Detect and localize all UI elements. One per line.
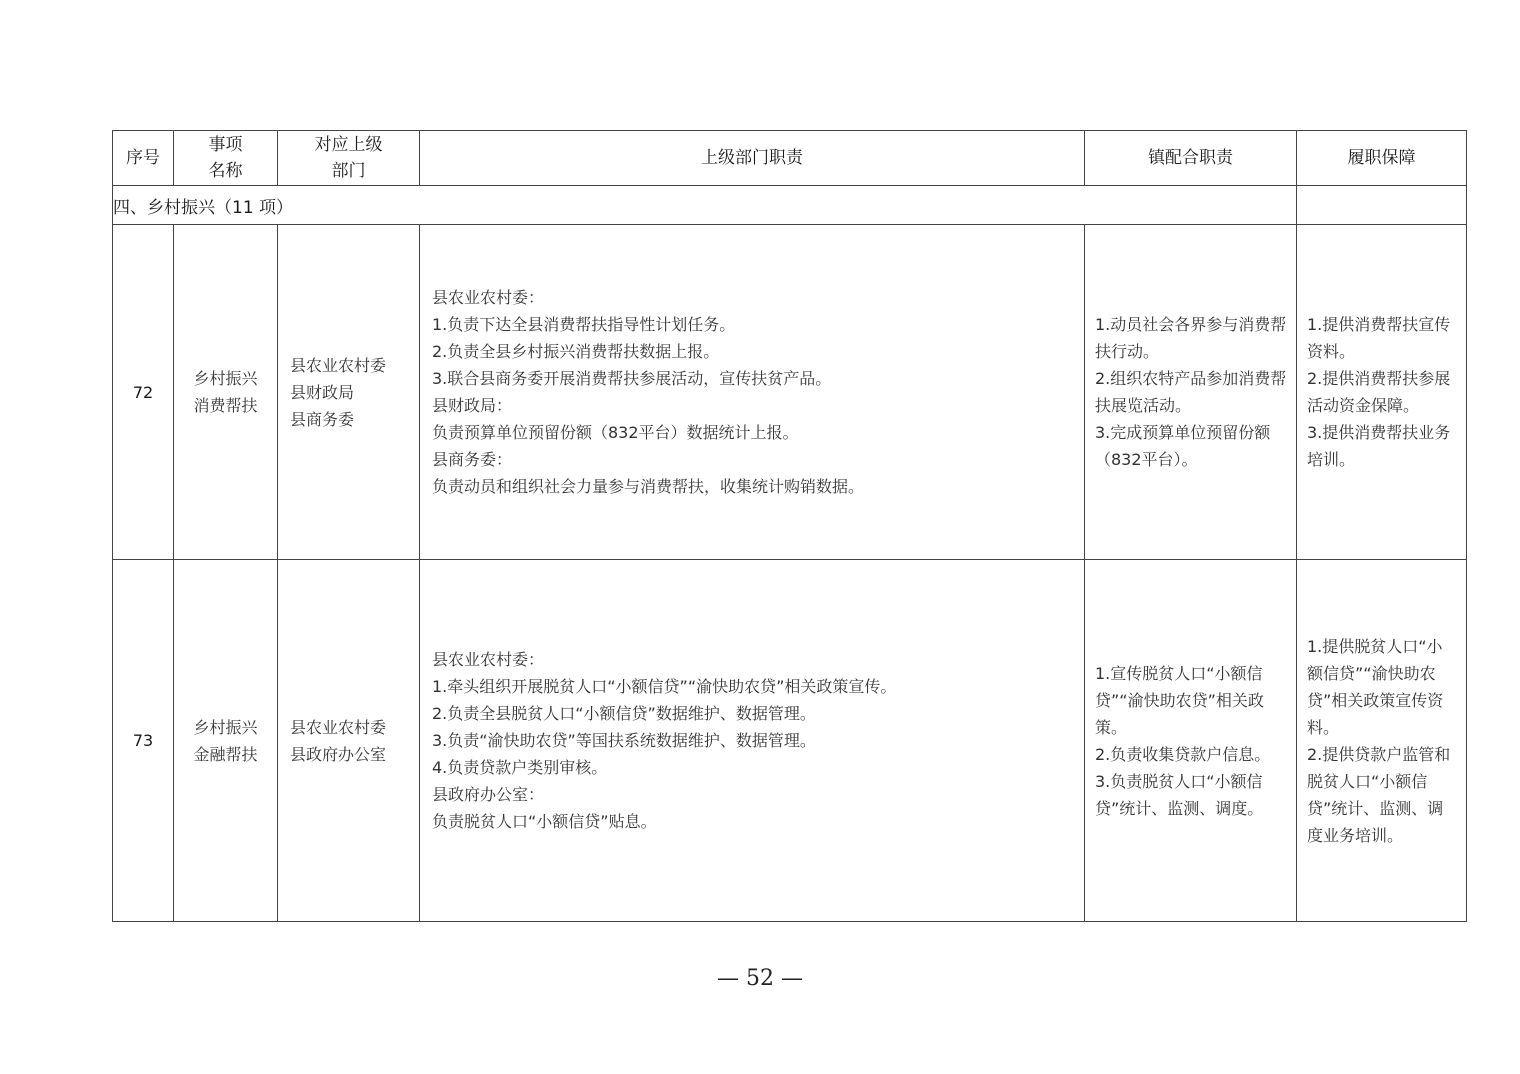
- header-row: [113, 131, 1467, 186]
- duty-table: [112, 130, 1467, 922]
- row-town-duty: [1085, 560, 1297, 922]
- guarantee-line: 1.提供脱贫人口“小额信贷”“渝快助农贷”相关政策宣传资料。: [1307, 636, 1444, 737]
- guarantee-line: 2.提供贷款户监管和脱贫人口“小额信贷”统计、监测、调度业务培训。: [1307, 744, 1451, 845]
- page-number: — 52 —: [717, 966, 803, 991]
- duty-line: 县财政局：: [432, 396, 513, 415]
- table-row: [113, 225, 1467, 560]
- coop-line: 2.负责收集贷款户信息。: [1095, 744, 1271, 764]
- row-item-name: [174, 560, 278, 922]
- duty-line: 2.负责全县乡村振兴消费帮扶数据上报。: [432, 342, 720, 361]
- header-seq: 序号: [113, 131, 174, 186]
- coop-line: 2.组织农特产品参加消费帮扶展览活动。: [1095, 369, 1287, 415]
- dept-line: 县农业农村委: [290, 717, 387, 737]
- coop-line: 3.负责脱贫人口“小额信贷”统计、监测、调度。: [1095, 771, 1264, 818]
- name-line: 乡村振兴: [193, 369, 258, 388]
- header-item-name-line2: 名称: [208, 161, 243, 181]
- duty-line: 1.牵头组织开展脱贫人口“小额信贷”“渝快助农贷”相关政策宣传。: [432, 677, 897, 696]
- name-line: 消费帮扶: [193, 396, 258, 415]
- table-row: [113, 560, 1467, 922]
- duty-line: 负责动员和组织社会力量参与消费帮扶，收集统计购销数据。: [432, 477, 865, 496]
- header-dept-line2: 部门: [331, 161, 366, 181]
- coop-line: 3.完成预算单位预留份额（832平台）。: [1095, 423, 1271, 469]
- guarantee-line: 3.提供消费帮扶业务培训。: [1307, 423, 1451, 469]
- coop-line: 1.动员社会各界参与消费帮扶行动。: [1095, 315, 1287, 361]
- row-seq: 73: [113, 560, 174, 922]
- section-row: [113, 186, 1467, 225]
- name-line: 乡村振兴: [193, 717, 258, 737]
- dept-line: 县商务委: [290, 409, 355, 429]
- header-dept: [278, 131, 420, 186]
- guarantee-line: 2.提供消费帮扶参展活动资金保障。: [1307, 369, 1451, 415]
- dept-line: 县财政局: [290, 382, 355, 402]
- row-superior-duty: [420, 560, 1085, 922]
- duty-line: 3.联合县商务委开展消费帮扶参展活动，宣传扶贫产品。: [432, 369, 832, 388]
- name-line: 金融帮扶: [193, 744, 258, 764]
- row-dept: [278, 225, 420, 560]
- duty-line: 县政府办公室：: [432, 785, 545, 804]
- row-guarantee: [1297, 225, 1467, 560]
- guarantee-line: 1.提供消费帮扶宣传资料。: [1307, 315, 1451, 361]
- row-superior-duty: [420, 225, 1085, 560]
- duty-line: 3.负责“渝快助农贷”等国扶系统数据维护、数据管理。: [432, 731, 816, 750]
- header-guarantee: 履职保障: [1297, 131, 1467, 186]
- coop-line: 1.宣传脱贫人口“小额信贷”“渝快助农贷”相关政策。: [1095, 663, 1264, 737]
- duty-line: 2.负责全县脱贫人口“小额信贷”数据维护、数据管理。: [432, 704, 816, 723]
- header-dept-line1: 对应上级: [314, 135, 383, 155]
- duty-line: 1.负责下达全县消费帮扶指导性计划任务。: [432, 315, 736, 334]
- header-item-name-line1: 事项: [208, 135, 243, 155]
- row-guarantee: [1297, 560, 1467, 922]
- row-item-name: [174, 225, 278, 560]
- row-dept: [278, 560, 420, 922]
- dept-line: 县农业农村委: [290, 355, 387, 375]
- row-seq: 72: [113, 225, 174, 560]
- duty-line: 负责预算单位预留份额（832平台）数据统计上报。: [432, 423, 799, 442]
- section-empty-cell: [1297, 186, 1467, 225]
- duty-line: 县商务委：: [432, 450, 513, 469]
- duty-line: 负责脱贫人口“小额信贷”贴息。: [432, 812, 657, 831]
- duty-line: 县农业农村委：: [432, 288, 545, 307]
- duty-line: 4.负责贷款户类别审核。: [432, 758, 608, 777]
- dept-line: 县政府办公室: [290, 744, 387, 764]
- header-superior-duty: 上级部门职责: [420, 131, 1085, 186]
- header-town-duty: 镇配合职责: [1085, 131, 1297, 186]
- row-town-duty: [1085, 225, 1297, 560]
- header-item-name: [174, 131, 278, 186]
- section-title: 四、乡村振兴（11 项）: [113, 186, 1297, 225]
- duty-line: 县农业农村委：: [432, 650, 545, 669]
